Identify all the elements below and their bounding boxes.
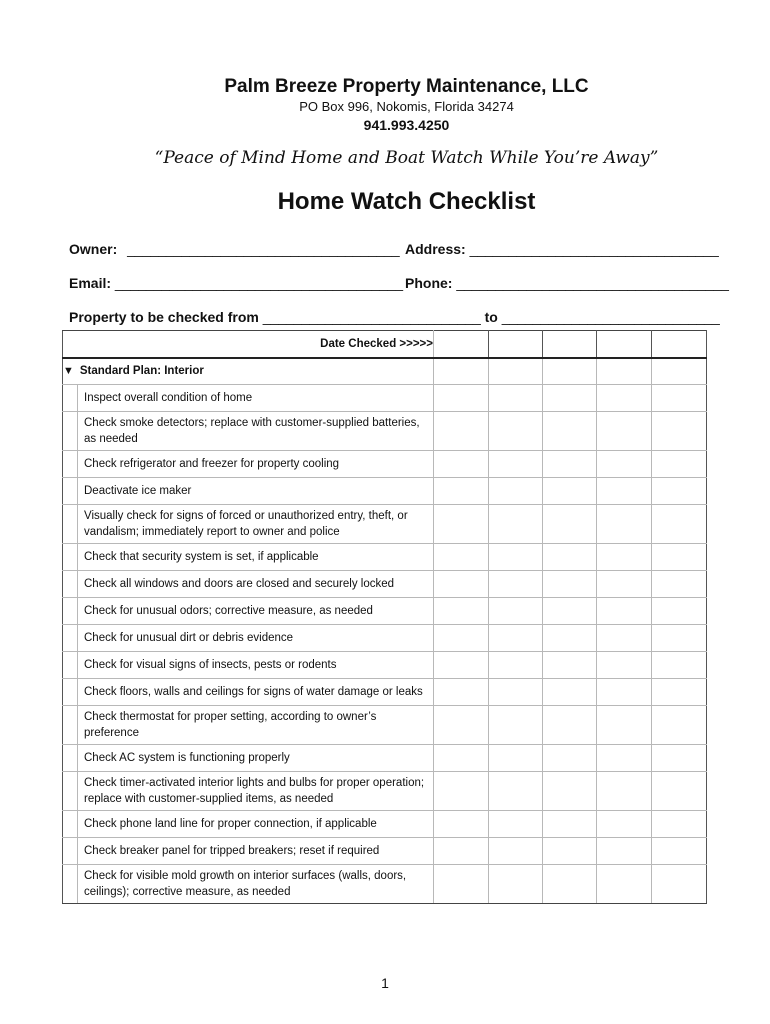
period-field[interactable] <box>69 309 720 325</box>
checklist-item-row <box>63 772 707 811</box>
checklist-item-row <box>63 706 707 745</box>
email-label: Email: <box>69 275 112 291</box>
check-cell[interactable] <box>597 451 652 478</box>
owner-field[interactable] <box>69 241 400 257</box>
checklist-item-row <box>63 838 707 865</box>
period-to-label: to <box>484 309 498 325</box>
check-cell[interactable] <box>597 772 652 811</box>
date-input-cell[interactable] <box>543 331 597 358</box>
checklist-item-row <box>63 505 707 544</box>
check-cell[interactable] <box>434 544 489 571</box>
tagline: “Peace of Mind Home and Boat Watch While You’re Away” <box>154 148 659 168</box>
check-cell[interactable] <box>434 598 489 625</box>
checklist-item-row <box>63 544 707 571</box>
checklist-item-cell <box>63 544 434 571</box>
check-cell[interactable] <box>652 772 707 811</box>
check-cell[interactable] <box>543 706 597 745</box>
checklist-item-cell <box>63 598 434 625</box>
section-header-cell <box>63 358 434 385</box>
check-cell[interactable] <box>543 652 597 679</box>
check-cell[interactable] <box>652 505 707 544</box>
check-cell[interactable] <box>434 706 489 745</box>
check-cell[interactable] <box>652 544 707 571</box>
check-cell[interactable] <box>652 571 707 598</box>
check-cell[interactable] <box>434 679 489 706</box>
checklist-item-row <box>63 478 707 505</box>
check-cell[interactable] <box>489 412 543 451</box>
owner-blank[interactable]: ___________________________________ <box>127 241 400 257</box>
checklist-item-row <box>63 412 707 451</box>
check-cell[interactable] <box>652 385 707 412</box>
check-cell[interactable] <box>489 679 543 706</box>
checklist-table <box>62 330 707 904</box>
phone-label: Phone: <box>405 275 453 291</box>
checklist-item-cell <box>63 838 434 865</box>
address-blank[interactable]: ________________________________ <box>469 241 719 257</box>
check-cell[interactable] <box>597 478 652 505</box>
check-cell[interactable] <box>489 772 543 811</box>
checklist-item-text: Check for unusual odors; corrective measure, as needed <box>77 598 433 624</box>
check-cell[interactable] <box>543 451 597 478</box>
check-cell[interactable] <box>489 652 543 679</box>
check-cell[interactable] <box>652 865 707 904</box>
company-address: PO Box 996, Nokomis, Florida 34274 <box>299 99 514 114</box>
company-phone: 941.993.4250 <box>363 117 450 133</box>
page-number: 1 <box>381 975 389 991</box>
check-cell[interactable] <box>489 571 543 598</box>
check-cell[interactable] <box>597 679 652 706</box>
company-name: Palm Breeze Property Maintenance, LLC <box>224 76 589 97</box>
checklist-item-text: Check phone land line for proper connection, if applicable <box>77 811 433 837</box>
check-cell[interactable] <box>434 838 489 865</box>
check-cell[interactable] <box>652 451 707 478</box>
owner-label: Owner: <box>69 241 118 257</box>
check-cell[interactable] <box>652 478 707 505</box>
checklist-item-row <box>63 811 707 838</box>
check-cell[interactable] <box>434 505 489 544</box>
checklist-item-cell <box>63 625 434 652</box>
check-cell[interactable] <box>434 745 489 772</box>
check-cell[interactable] <box>543 865 597 904</box>
check-cell[interactable] <box>489 745 543 772</box>
check-cell[interactable] <box>543 625 597 652</box>
checklist-item-text: Check all windows and doors are closed and securely locked <box>77 571 433 597</box>
checklist-item-cell <box>63 706 434 745</box>
document-title: Home Watch Checklist <box>277 188 536 215</box>
section-title: Standard Plan: Interior <box>79 365 204 378</box>
check-cell[interactable] <box>434 811 489 838</box>
check-cell[interactable] <box>543 745 597 772</box>
check-cell[interactable] <box>434 451 489 478</box>
check-cell[interactable] <box>652 652 707 679</box>
check-cell[interactable] <box>489 358 543 385</box>
check-cell[interactable] <box>434 478 489 505</box>
check-cell[interactable] <box>434 652 489 679</box>
checklist-item-text: Check thermostat for proper setting, according to owner’s preference <box>77 706 433 744</box>
checklist-item-text: Check timer-activated interior lights and bulbs for proper operation; replace with customer-supplied items, as needed <box>77 772 433 810</box>
checklist-item-text: Check for unusual dirt or debris evidence <box>77 625 433 651</box>
checklist-item-text: Visually check for signs of forced or unauthorized entry, theft, or vandalism; immediately report to owner and police <box>77 505 433 543</box>
date-input-cell[interactable] <box>434 331 489 358</box>
period-from-blank[interactable]: ____________________________ <box>262 309 481 325</box>
check-cell[interactable] <box>597 811 652 838</box>
checklist-item-row <box>63 451 707 478</box>
check-cell[interactable] <box>543 385 597 412</box>
check-cell[interactable] <box>489 385 543 412</box>
check-cell[interactable] <box>434 625 489 652</box>
check-cell[interactable] <box>489 865 543 904</box>
checklist-item-text: Deactivate ice maker <box>77 478 433 504</box>
address-field[interactable] <box>405 241 719 257</box>
check-cell[interactable] <box>434 865 489 904</box>
checklist-item-text: Check floors, walls and ceilings for signs of water damage or leaks <box>77 679 433 705</box>
checklist-item-text: Check for visual signs of insects, pests or rodents <box>77 652 433 678</box>
check-cell[interactable] <box>597 358 652 385</box>
check-cell[interactable] <box>597 385 652 412</box>
check-cell[interactable] <box>434 358 489 385</box>
checklist-item-row <box>63 679 707 706</box>
check-cell[interactable] <box>489 838 543 865</box>
check-cell[interactable] <box>543 571 597 598</box>
check-cell[interactable] <box>489 598 543 625</box>
check-cell[interactable] <box>652 358 707 385</box>
check-cell[interactable] <box>489 451 543 478</box>
check-cell[interactable] <box>543 478 597 505</box>
check-cell[interactable] <box>543 358 597 385</box>
checklist-item-text: Inspect overall condition of home <box>77 385 433 411</box>
check-cell[interactable] <box>597 745 652 772</box>
date-checked-label: Date Checked >>>>> <box>63 331 434 358</box>
check-cell[interactable] <box>434 571 489 598</box>
check-cell[interactable] <box>597 571 652 598</box>
check-cell[interactable] <box>597 706 652 745</box>
checklist-item-row <box>63 865 707 904</box>
check-cell[interactable] <box>652 838 707 865</box>
checklist-item-text: Check for visible mold growth on interior surfaces (walls, doors, ceilings); corrective measure, as needed <box>77 865 433 903</box>
check-cell[interactable] <box>597 838 652 865</box>
checklist-item-text: Check that security system is set, if applicable <box>77 544 433 570</box>
checklist-item-row <box>63 625 707 652</box>
checklist-item-cell <box>63 385 434 412</box>
checklist-item-row <box>63 598 707 625</box>
check-cell[interactable] <box>489 505 543 544</box>
address-label: Address: <box>405 241 466 257</box>
check-cell[interactable] <box>489 706 543 745</box>
checklist-item-text: Check AC system is functioning properly <box>77 745 433 771</box>
check-cell[interactable] <box>543 838 597 865</box>
checklist-item-cell <box>63 571 434 598</box>
check-cell[interactable] <box>597 598 652 625</box>
check-cell[interactable] <box>597 652 652 679</box>
check-cell[interactable] <box>489 544 543 571</box>
date-input-cell[interactable] <box>597 331 652 358</box>
checklist-item-text: Check refrigerator and freezer for property cooling <box>77 451 433 477</box>
check-cell[interactable] <box>652 745 707 772</box>
checklist-item-cell <box>63 451 434 478</box>
check-cell[interactable] <box>434 412 489 451</box>
check-cell[interactable] <box>597 544 652 571</box>
collapse-triangle-icon[interactable]: ▼ <box>63 365 74 378</box>
check-cell[interactable] <box>652 679 707 706</box>
date-input-cell[interactable] <box>489 331 543 358</box>
check-cell[interactable] <box>652 598 707 625</box>
check-cell[interactable] <box>597 505 652 544</box>
checklist-item-row <box>63 571 707 598</box>
check-cell[interactable] <box>597 625 652 652</box>
checklist-item-cell <box>63 865 434 904</box>
check-cell[interactable] <box>489 478 543 505</box>
checklist-item-cell <box>63 745 434 772</box>
check-cell[interactable] <box>652 412 707 451</box>
checklist-item-cell <box>63 505 434 544</box>
checklist-item-row <box>63 652 707 679</box>
phone-blank[interactable]: ___________________________________ <box>456 275 729 291</box>
period-to-blank[interactable]: ____________________________ <box>501 309 720 325</box>
checklist-item-cell <box>63 811 434 838</box>
checklist-item-cell <box>63 679 434 706</box>
check-cell[interactable] <box>597 412 652 451</box>
check-cell[interactable] <box>489 625 543 652</box>
check-cell[interactable] <box>543 505 597 544</box>
check-cell[interactable] <box>489 811 543 838</box>
section-header-row <box>63 358 707 385</box>
check-cell[interactable] <box>543 679 597 706</box>
checklist-item-text: Check breaker panel for tripped breakers; reset if required <box>77 838 433 864</box>
email-field[interactable] <box>69 275 403 291</box>
check-cell[interactable] <box>434 385 489 412</box>
checklist-item-cell <box>63 772 434 811</box>
checklist-item-text: Check smoke detectors; replace with customer-supplied batteries, as needed <box>77 412 433 450</box>
check-cell[interactable] <box>543 811 597 838</box>
check-cell[interactable] <box>597 865 652 904</box>
check-cell[interactable] <box>652 811 707 838</box>
email-blank[interactable]: _____________________________________ <box>114 275 403 291</box>
period-label: Property to be checked from <box>69 309 259 325</box>
date-input-cell[interactable] <box>652 331 707 358</box>
check-cell[interactable] <box>543 544 597 571</box>
phone-field[interactable] <box>405 275 729 291</box>
date-header-row <box>63 331 707 358</box>
checklist-item-cell <box>63 412 434 451</box>
check-cell[interactable] <box>543 412 597 451</box>
checklist-item-cell <box>63 652 434 679</box>
check-cell[interactable] <box>652 706 707 745</box>
check-cell[interactable] <box>434 772 489 811</box>
check-cell[interactable] <box>543 772 597 811</box>
check-cell[interactable] <box>543 598 597 625</box>
checklist-item-cell <box>63 478 434 505</box>
check-cell[interactable] <box>652 625 707 652</box>
checklist-item-row <box>63 385 707 412</box>
checklist-item-row <box>63 745 707 772</box>
